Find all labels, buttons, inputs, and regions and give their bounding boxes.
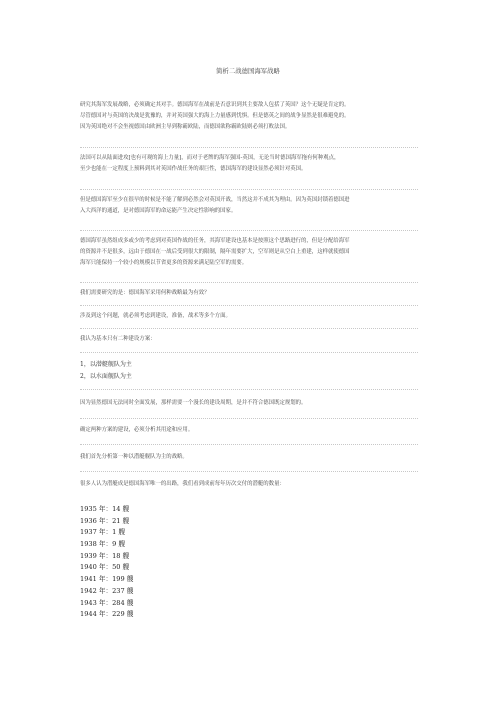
list-item: 1，以潜艇舰队为主 bbox=[80, 361, 132, 368]
paragraph-line: 至少也能在一定程度上预料到其对英国作战任务的艰巨性，德国海军的建设显然必须针对英国。 bbox=[80, 166, 307, 173]
list-item: 1942 年：237 艘 bbox=[80, 586, 134, 595]
plan-options-list bbox=[80, 359, 132, 382]
paragraph bbox=[80, 479, 418, 490]
divider bbox=[80, 418, 418, 419]
paragraph-line: 很多人认为潜艇成是德国海军唯一的出路，我们看到成前每年历次交付的潜艇的数量： bbox=[80, 481, 285, 487]
submarine-deliveries-list bbox=[80, 504, 133, 621]
paragraph-line: 我们需要研究的是：德国海军采用何种战略最为有效？ bbox=[80, 290, 210, 296]
divider bbox=[80, 444, 418, 445]
paragraph-line: 我认为基本只有二种建设方案： bbox=[80, 336, 156, 342]
divider bbox=[80, 328, 418, 329]
paragraph-line: 德国海军虽然组成多或少的考虑到对英国作战的任务，其海军建设也基本是按照这个思路进行的，但是分配给海军 bbox=[80, 238, 350, 244]
paragraph bbox=[80, 425, 418, 436]
paragraph-line: 研究其海军发展战略，必须确定其对手。德国海军在战前是否意识到其主要敌人包括了英国？这个无疑是肯定的。 bbox=[80, 102, 350, 108]
paragraph-line: 海军只能保持一个较小的规模以节省更多的资源来满足陆空军的需要。 bbox=[80, 260, 248, 267]
paragraph-line: 入大西洋的通道，是对德国海军的命运能产生决定性影响的国家。 bbox=[80, 208, 237, 215]
paragraph-line: 确定两种方案的建设，必须分析其用途和应用。 bbox=[80, 427, 194, 433]
divider bbox=[80, 389, 418, 390]
list-item: 1937 年：1 艘 bbox=[80, 528, 125, 537]
paragraph bbox=[80, 195, 418, 217]
list-item: 1939 年：18 艘 bbox=[80, 551, 130, 560]
paragraph-line: 我们首先分析第一种以潜艇舰队为主的战略。 bbox=[80, 454, 188, 460]
list-item: 2，以水面舰队为主 bbox=[80, 372, 132, 380]
list-item: 1941 年：199 艘 bbox=[80, 575, 134, 584]
list-item: 1943 年：284 艘 bbox=[80, 598, 134, 607]
paragraph-line: 涉及到这个问题，就必须考虑到建设，准备，战术等多个方面。 bbox=[80, 313, 231, 319]
divider bbox=[80, 230, 418, 231]
paragraph-line: 因为显然德国无法同时全面发展，那样需要一个漫长的建设周期，是并不符合德国既定规划的。 bbox=[80, 400, 307, 406]
divider bbox=[80, 147, 418, 148]
paragraph bbox=[80, 334, 418, 345]
divider bbox=[80, 282, 418, 283]
list-item: 1940 年：50 艘 bbox=[80, 563, 130, 572]
paragraph bbox=[80, 452, 418, 463]
list-item: 1944 年：229 艘 bbox=[80, 610, 134, 619]
divider bbox=[80, 471, 418, 472]
list-item: 1935 年：14 艘 bbox=[80, 505, 130, 513]
document-title: 简析二战德国海军战略 bbox=[216, 67, 280, 75]
paragraph bbox=[80, 398, 418, 409]
list-item: 1936 年：21 艘 bbox=[80, 516, 130, 525]
divider bbox=[80, 352, 418, 353]
paragraph bbox=[80, 153, 418, 175]
paragraph-line: 的资源并不是很多，远由于德国在一战后受到很大的限制，隔年需要扩大，空军则是从空白上重建，这样就使德国 bbox=[80, 249, 350, 256]
paragraph-line: 但是德国海军至少在很早的时候是不能了解到必然会对英国开战，当然这并不成其为理由。因为英国封锁着德国进 bbox=[80, 197, 350, 203]
paragraph-line: 因为英国绝对不会坐视德国由欧洲主导到称霸欧陆，而德国欲称霸欧陆则必须打败法国。 bbox=[80, 124, 291, 131]
paragraph bbox=[80, 236, 418, 270]
paragraph bbox=[80, 288, 418, 299]
list-item: 1938 年：9 艘 bbox=[80, 540, 125, 549]
divider bbox=[80, 305, 418, 306]
paragraph-line: 尽管德国对与英国的决战是犹豫的，并对英国强大的海上力量感到忧惧。但是德英之间的战争显然是很难避免的。 bbox=[80, 113, 350, 120]
paragraph bbox=[80, 100, 418, 134]
divider bbox=[80, 189, 418, 190]
paragraph-line: 法国可以从陆面进攻[也有可观的海上力量]，而对于老牌的海军强国-英国，无论当时德国海军拖有何种观点， bbox=[80, 155, 340, 161]
paragraph bbox=[80, 311, 418, 322]
